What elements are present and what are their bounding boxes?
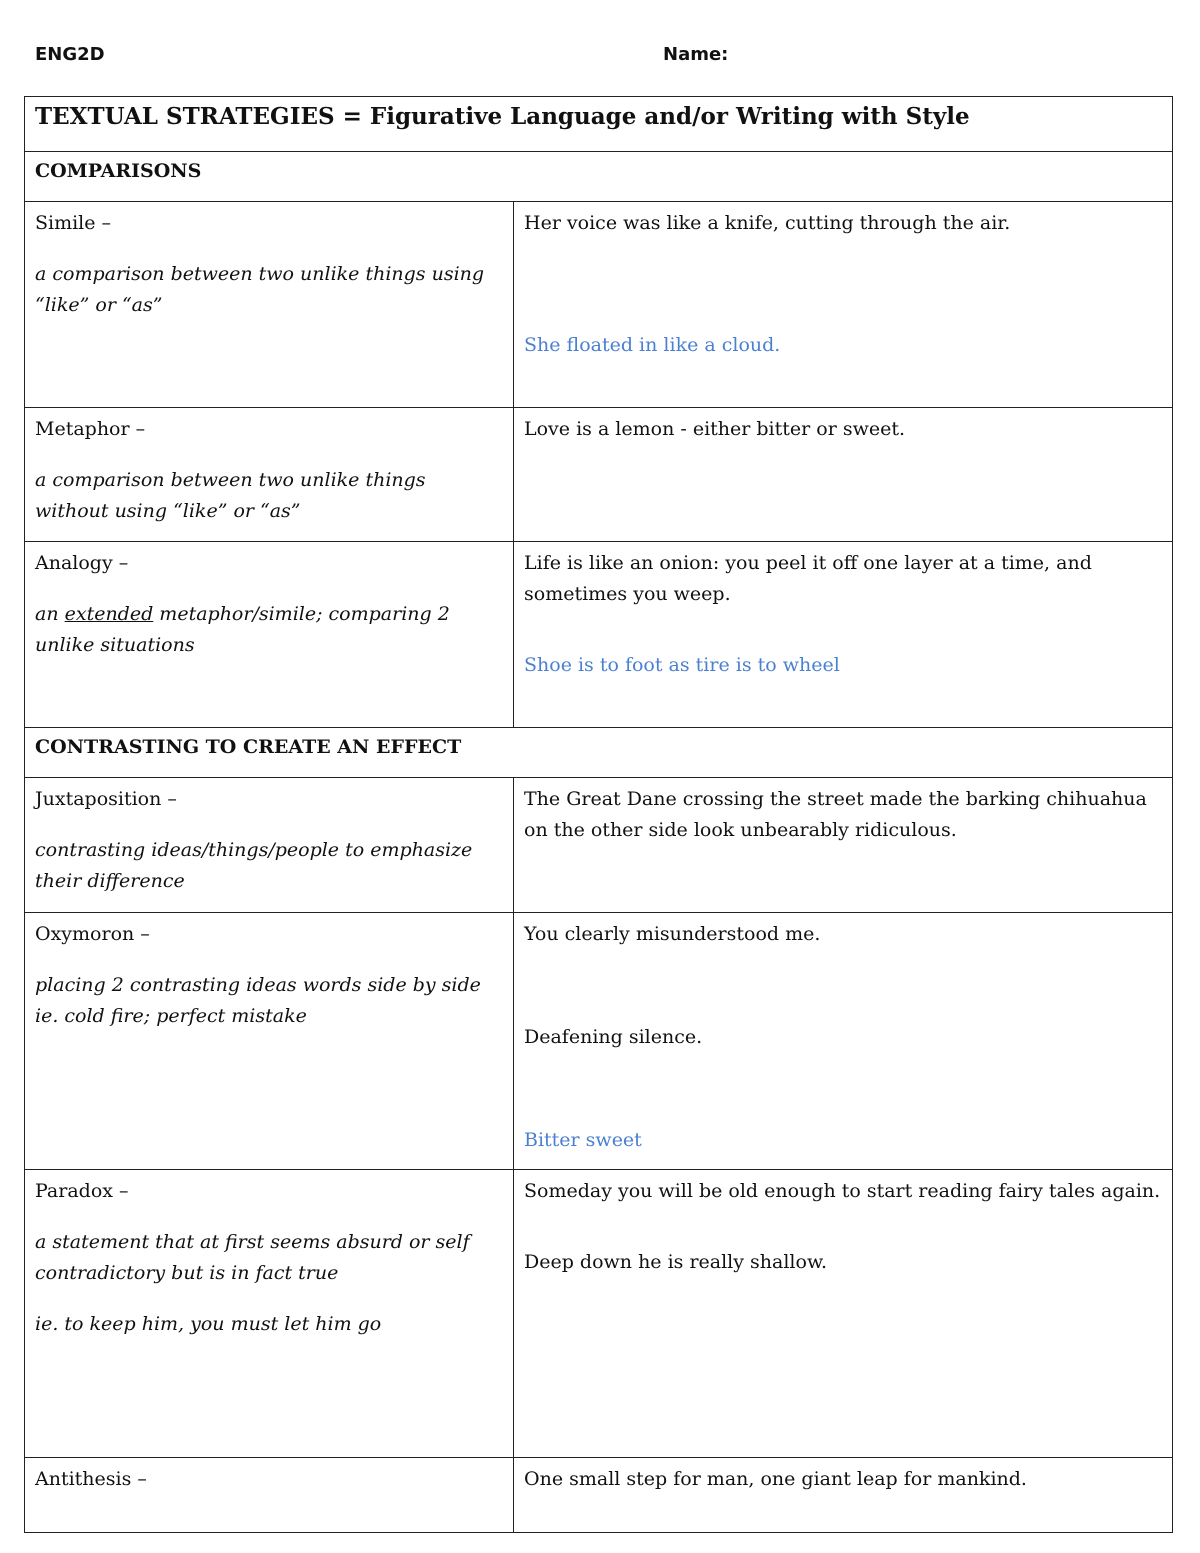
- table-row-antithesis: [25, 1458, 1173, 1533]
- example-oxymoron-2: Deafening silence.: [524, 1026, 703, 1048]
- example-metaphor-1: Love is a lemon - either bitter or sweet.: [524, 418, 905, 440]
- table-row-oxymoron: [25, 913, 1173, 1170]
- definition-paradox: a statement that at first seems absurd or self contradictory but is in fact true: [35, 1231, 470, 1284]
- term-analogy: Analogy –: [35, 552, 129, 574]
- example-simile-2: She floated in like a cloud.: [524, 334, 781, 356]
- example-juxtaposition-1: The Great Dane crossing the street made the barking chihuahua on the other side look unbearably ridiculous.: [524, 788, 1147, 841]
- example-paradox-2: Deep down he is really shallow.: [524, 1251, 827, 1273]
- example-oxymoron-3: Bitter sweet: [524, 1129, 642, 1151]
- example-antithesis-1: One small step for man, one giant leap for mankind.: [524, 1468, 1027, 1490]
- example-paradox-1: Someday you will be old enough to start reading fairy tales again.: [524, 1180, 1161, 1202]
- table-title-row: [25, 97, 1173, 152]
- term-simile: Simile –: [35, 212, 112, 234]
- definition-paradox-example: ie. to keep him, you must let him go: [35, 1313, 382, 1335]
- table-row-paradox: [25, 1170, 1173, 1458]
- example-cell-antithesis: [514, 1458, 1173, 1533]
- example-cell-simile: [514, 202, 1173, 408]
- term-antithesis: Antithesis –: [35, 1468, 147, 1490]
- term-cell-paradox: [25, 1170, 514, 1458]
- table-row-juxtaposition: [25, 778, 1173, 913]
- table-title: TEXTUAL STRATEGIES = Figurative Language and/or Writing with Style: [35, 103, 970, 130]
- term-cell-simile: [25, 202, 514, 408]
- example-analogy-1: Life is like an onion: you peel it off one layer at a time, and sometimes you weep.: [524, 552, 1092, 605]
- definition-analogy-pre: an: [35, 603, 65, 625]
- term-cell-analogy: [25, 542, 514, 728]
- definition-simile: a comparison between two unlike things using “like” or “as”: [35, 263, 485, 316]
- definition-analogy-post: metaphor/simile; comparing 2 unlike situations: [35, 603, 450, 656]
- course-code: ENG2D: [35, 44, 105, 65]
- example-simile-1: Her voice was like a knife, cutting through the air.: [524, 212, 1011, 234]
- term-cell-antithesis: [25, 1458, 514, 1533]
- definition-juxtaposition: contrasting ideas/things/people to emphasize their difference: [35, 839, 473, 892]
- term-oxymoron: Oxymoron –: [35, 923, 150, 945]
- definition-analogy-underlined: extended: [64, 603, 154, 625]
- table-row-analogy: [25, 542, 1173, 728]
- example-cell-juxtaposition: [514, 778, 1173, 913]
- strategies-table: [24, 96, 1173, 1533]
- section-row-contrasting: [25, 728, 1173, 778]
- example-cell-metaphor: [514, 408, 1173, 542]
- term-cell-metaphor: [25, 408, 514, 542]
- section-heading-comparisons: COMPARISONS: [35, 160, 202, 182]
- term-cell-juxtaposition: [25, 778, 514, 913]
- definition-oxymoron: placing 2 contrasting ideas words side by side ie. cold fire; perfect mistake: [35, 974, 481, 1027]
- term-metaphor: Metaphor –: [35, 418, 146, 440]
- example-cell-oxymoron: [514, 913, 1173, 1170]
- table-row-metaphor: [25, 408, 1173, 542]
- definition-metaphor: a comparison between two unlike things without using “like” or “as”: [35, 469, 426, 522]
- name-label: Name:: [663, 44, 729, 65]
- section-heading-contrasting: CONTRASTING TO CREATE AN EFFECT: [35, 736, 462, 758]
- term-paradox: Paradox –: [35, 1180, 129, 1202]
- example-oxymoron-1: You clearly misunderstood me.: [524, 923, 821, 945]
- example-cell-analogy: [514, 542, 1173, 728]
- example-analogy-2: Shoe is to foot as tire is to wheel: [524, 654, 840, 676]
- definition-analogy: [35, 599, 503, 661]
- term-juxtaposition: Juxtaposition –: [35, 788, 177, 810]
- section-row-comparisons: [25, 152, 1173, 202]
- term-cell-oxymoron: [25, 913, 514, 1170]
- example-cell-paradox: [514, 1170, 1173, 1458]
- table-row-simile: [25, 202, 1173, 408]
